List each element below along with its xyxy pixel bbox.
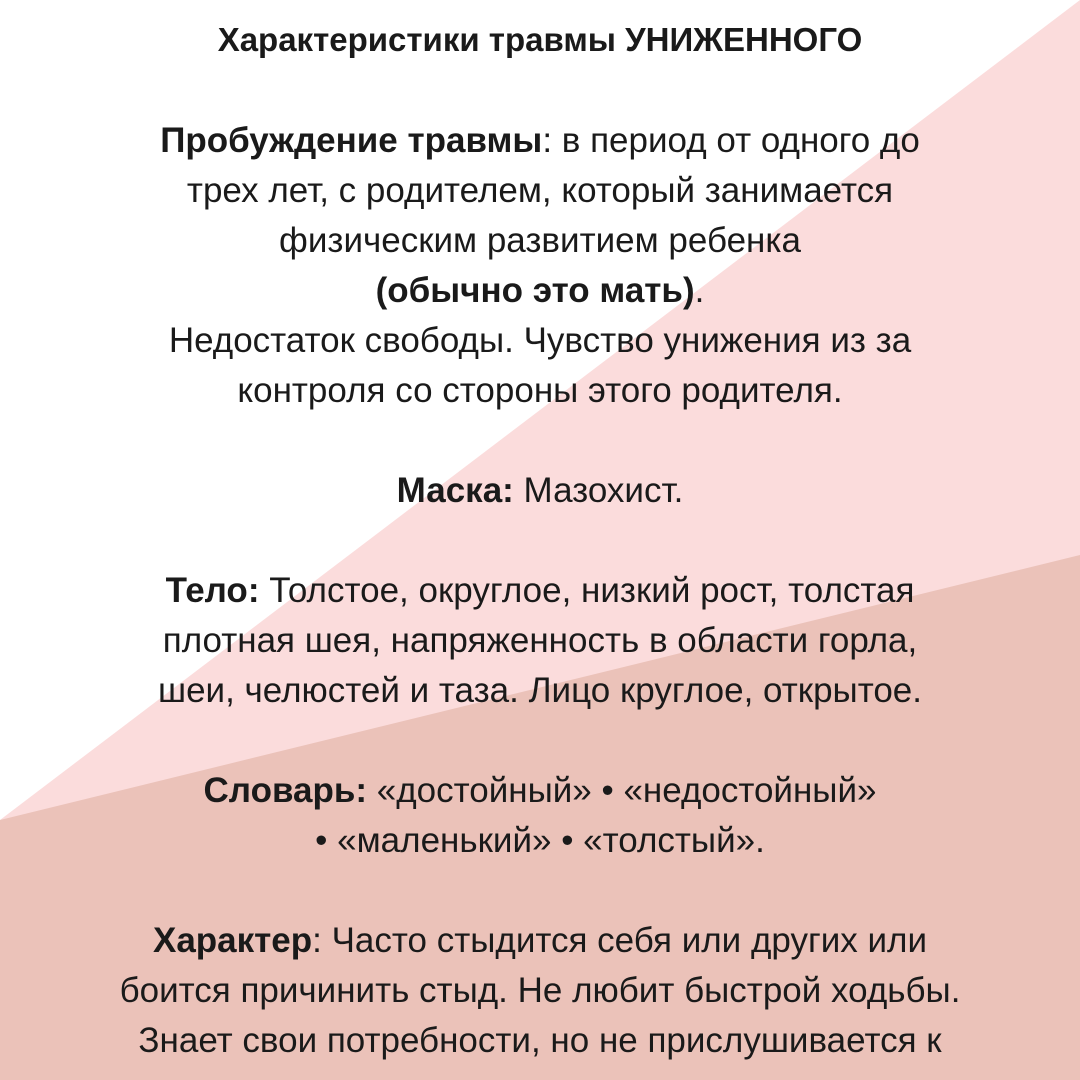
character-section bbox=[30, 916, 1050, 1066]
body-section bbox=[30, 566, 1050, 716]
awakening-line-5: Недостаток свободы. Чувство унижения из за bbox=[168, 321, 912, 360]
awakening-line-2: трех лет, с родителем, который занимается bbox=[186, 171, 894, 210]
character-line-2: боится причинить стыд. Не любит быстрой ходьбы. bbox=[119, 971, 961, 1010]
awakening-line-3: физическим развитием ребенка bbox=[279, 221, 801, 260]
awakening-line-6: контроля со стороны этого родителя. bbox=[237, 371, 843, 410]
mask-label: Маска: bbox=[396, 471, 514, 510]
body-line-3: шеи, челюстей и таза. Лицо круглое, открытое. bbox=[158, 671, 922, 710]
body-line-2: плотная шея, напряженность в области горла, bbox=[162, 621, 918, 660]
page-title: Характеристики травмы УНИЖЕННОГО bbox=[217, 21, 863, 58]
awakening-line-4: (обычно это мать). bbox=[375, 271, 705, 310]
character-label: Характер bbox=[152, 921, 313, 960]
awakening-label: Пробуждение травмы bbox=[160, 121, 543, 160]
vocabulary-section bbox=[30, 766, 1050, 866]
body-line-1: Тело: Толстое, округлое, низкий рост, толстая bbox=[165, 571, 915, 610]
mask-section bbox=[30, 466, 1050, 516]
vocabulary-line-1: Словарь: «достойный» • «недостойный» bbox=[203, 771, 877, 810]
character-line-3: Знает свои потребности, но не прислушивается к bbox=[138, 1021, 942, 1060]
awakening-line-1: Пробуждение травмы: в период от одного до bbox=[160, 121, 920, 160]
vocabulary-label: Словарь: bbox=[203, 771, 368, 810]
mask-value: Мазохист. bbox=[513, 471, 684, 510]
vocabulary-line-2: • «маленький» • «толстый». bbox=[315, 821, 765, 860]
character-line-1: Характер: Часто стыдится себя или других или bbox=[152, 921, 928, 960]
body-label: Тело: bbox=[165, 571, 260, 610]
awakening-section bbox=[30, 116, 1050, 416]
awakening-bold-note: (обычно это мать) bbox=[375, 271, 695, 310]
